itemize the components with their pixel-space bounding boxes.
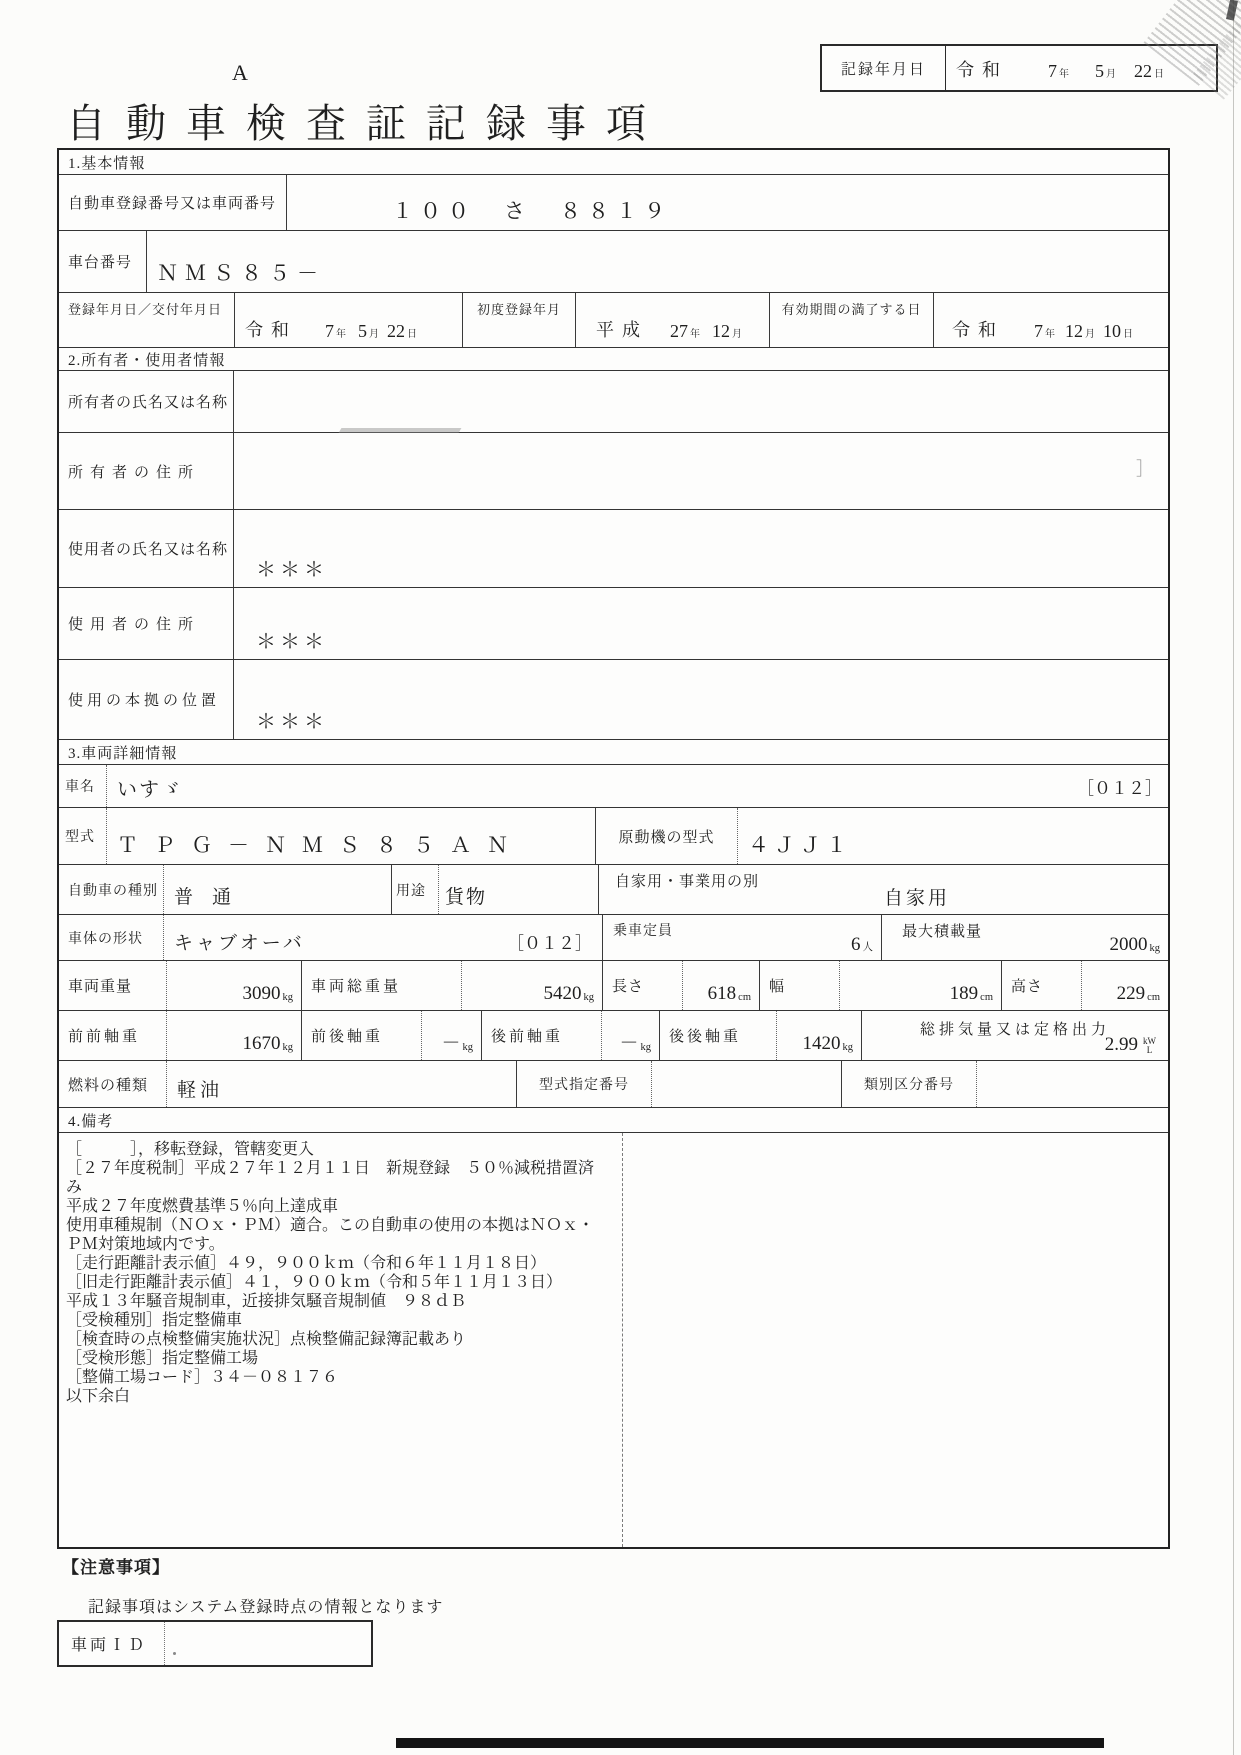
remark-line: ［２７年度税制］平成２７年１２月１１日 新規登録 ５０％減税措置済み [66,1160,595,1196]
engine-model-value [738,808,1168,864]
first-reg-month-unit: 月 [732,329,742,340]
scan-bottom-bar-artifact [396,1738,1104,1748]
scan-line-smudge-artifact [339,428,462,433]
height-number: 229 [1116,983,1146,1004]
width-unit: cm [980,992,993,1003]
expiry-day-unit: 日 [1123,329,1133,340]
row-body-capacity-payload [59,914,1168,960]
first-reg-label: 初度登録年月 [463,293,576,347]
expiry-month: 12 [1065,321,1083,341]
base-location-value [234,660,1168,739]
row-vehicle-name [59,764,1168,807]
row-axle-weights [59,1010,1168,1060]
reg-date-year-unit: 年 [336,329,346,340]
remark-line: ［旧走行距離計表示値］４１，９００ｋｍ（令和５年１１月１３日） [66,1274,563,1291]
remark-line: ［受検種別］指定整備車 [66,1312,243,1329]
length-label: 長さ [603,961,683,1010]
weight-unit: kg [282,992,293,1003]
axle-rf-unit: kg [640,1042,651,1053]
row-user-address [59,587,1168,659]
page-title: 自動車検査証記録事項 [66,101,666,146]
model-label: 型式 [59,808,107,864]
owner-address-label: 所有者の住所 [59,433,234,509]
payload-value [1110,934,1161,956]
weight-value [167,961,302,1010]
vehicle-name-code: ［０１２］ [1077,779,1162,798]
reg-date-day-unit: 日 [407,329,417,340]
row-chassis-number [59,230,1168,292]
reg-date-label: 登録年月日／交付年月日 [59,293,235,347]
record-date-year-unit: 年 [1059,69,1069,80]
vehicle-id-dot-artifact [173,1652,176,1655]
remark-line: 以下余白 [66,1388,131,1405]
axle-ff-label: 前前軸重 [59,1011,167,1060]
owner-name-label: 所有者の氏名又は名称 [59,371,234,432]
expiry-label: 有効期間の満了する日 [770,293,934,347]
gross-weight-label: 車両総重量 [302,961,462,1010]
capacity-number: 6 [851,934,861,955]
user-address-text: ＊＊＊ [256,631,328,653]
expiry-value [934,293,1168,347]
expiry-year-unit: 年 [1045,329,1055,340]
user-name-text: ＊＊＊ [256,559,328,581]
vehicle-id-label: 車両ＩＤ [59,1622,165,1665]
fuel-label: 燃料の種類 [59,1061,167,1107]
remark-line: ［検査時の点検整備実施状況］点検整備記録簿記載あり [66,1331,467,1348]
user-name-label: 使用者の氏名又は名称 [59,510,234,587]
displacement-unit-top: kW [1143,1036,1156,1046]
body-shape-label: 車体の形状 [59,915,164,960]
row-registration-number [59,174,1168,230]
model-text: ＴＰＧ－ＮＭＳ８５ＡＮ [117,833,524,857]
payload-label: 最大積載量 [902,924,983,940]
fuel-text: 軽油 [177,1080,224,1101]
row-fuel-type-class [59,1060,1168,1107]
row-owner-name [59,370,1168,432]
section-1-header: 1.基本情報 [68,155,146,172]
body-shape-text: キャブオーバ [174,933,305,954]
expiry-day: 10 [1103,321,1121,341]
row-category-use [59,864,1168,914]
payload-number: 2000 [1109,934,1148,955]
user-address-value [234,588,1168,659]
reg-date-day: 22 [387,321,405,341]
row-owner-address [59,432,1168,509]
first-reg-era: 平成 [596,320,648,340]
page-label-a: A [232,60,248,85]
remark-line: ［ ］，移転登録，管轄変更入 [66,1141,315,1158]
ownership-cell [599,865,1168,914]
use-text: 貨物 [445,887,488,908]
record-date-month: 5 [1095,61,1104,81]
remark-line: 使用車種規制（ＮＯｘ・ＰＭ）適合。この自動車の使用の本拠はＮＯｘ・ＰＭ対策地域内です。 [66,1217,595,1253]
record-date-month-unit: 月 [1106,69,1116,80]
record-date-label: 記録年月日 [822,46,946,90]
axle-fr-unit: kg [462,1042,473,1053]
record-date-day: 22 [1134,61,1152,81]
displacement-unit-bottom: L [1146,1045,1153,1055]
displacement-value [1105,1034,1156,1056]
row-base-location [59,659,1168,739]
section-4-header: 4.備考 [59,1107,1168,1132]
type-designation-label: 型式指定番号 [517,1061,652,1107]
expiry-month-unit: 月 [1085,329,1095,340]
remark-line: ［走行距離計表示値］４９，９００ｋｍ（令和６年１１月１８日） [66,1255,547,1272]
remark-line: 平成２７年度燃費基準５％向上達成車 [66,1198,339,1215]
axle-rr-value [777,1011,862,1060]
height-label: 高さ [1002,961,1082,1010]
displacement-unit [1143,1037,1156,1056]
scan-right-edge-artifact [1233,0,1234,1755]
displacement-number: 2.99 [1104,1034,1138,1055]
row-user-name [59,509,1168,587]
category-value [164,865,392,914]
body-shape-value [164,915,603,960]
capacity-cell [603,915,882,960]
record-date-year: 7 [1048,61,1057,81]
axle-rf-value [602,1011,660,1060]
width-label: 幅 [760,961,840,1010]
length-number: 618 [707,983,737,1004]
notice-title: 【注意事項】 [62,1558,170,1577]
gross-weight-number: 5420 [543,983,582,1004]
remarks-box [59,1132,1168,1547]
type-designation-value [652,1061,842,1107]
weight-label: 車両重量 [59,961,167,1010]
reg-date-month: 5 [358,321,367,341]
vehicle-name-text: いすゞ [117,779,183,801]
displacement-label: 総排気量又は定格出力 [919,1022,1110,1038]
category-label: 自動車の種別 [59,865,164,914]
axle-fr-value [422,1011,482,1060]
remark-line: ［整備工場コード］３４－０８１７６ [66,1369,339,1386]
vehicle-id-box [57,1620,373,1667]
section-2-header: 2.所有者・使用者情報 [59,347,1168,370]
engine-model-text: ４ＪＪ１ [748,833,852,857]
height-unit: cm [1147,992,1160,1003]
record-date-era: 令和 [956,60,1008,80]
owner-name-value [234,371,1168,432]
length-unit: cm [738,992,751,1003]
use-value [439,865,599,914]
model-value [107,808,596,864]
gross-weight-value [462,961,603,1010]
gross-weight-unit: kg [583,992,594,1003]
axle-rf-label: 後前軸重 [482,1011,602,1060]
engine-model-label: 原動機の型式 [596,808,738,864]
category-text: 普 通 [174,887,232,908]
ownership-label: 自家用・事業用の別 [615,874,760,890]
chassis-value [147,231,1168,292]
axle-ff-value [167,1011,302,1060]
user-name-value [234,510,1168,587]
remark-line: 平成１３年騒音規制車，近接排気騒音規制値 ９８ｄＢ [66,1293,467,1310]
row-weights-dimensions [59,960,1168,1010]
notice-text: 記録事項はシステム登録時点の情報となります [88,1599,444,1616]
axle-rr-label: 後後軸重 [660,1011,777,1060]
body-shape-code: ［０１２］ [507,934,592,953]
section-3-header: 3.車両詳細情報 [59,739,1168,764]
payload-cell [882,915,1168,960]
axle-fr-number: － [441,1033,461,1054]
main-table [57,148,1170,1549]
vehicle-name-label: 車名 [59,765,107,807]
remarks-text [66,1140,594,1406]
axle-rr-unit: kg [842,1042,853,1053]
reg-date-value [235,293,463,347]
reg-date-era: 令和 [245,320,297,340]
user-address-label: 使用者の住所 [59,588,234,659]
reg-number-text: １００ さ ８８１９ [392,199,672,223]
first-reg-month: 12 [712,321,730,341]
reg-date-month-unit: 月 [369,329,379,340]
fuel-value [167,1061,517,1107]
base-location-text: ＊＊＊ [256,711,328,733]
chassis-text: ＮＭＳ８５－ [157,261,325,285]
use-label: 用途 [392,865,439,914]
class-number-value [977,1061,1168,1107]
first-reg-year: 27 [670,321,688,341]
axle-rr-number: 1420 [802,1033,841,1054]
width-value [840,961,1002,1010]
axle-ff-unit: kg [282,1042,293,1053]
width-number: 189 [949,983,979,1004]
ownership-value: 自家用 [884,888,951,909]
remark-line: ［受検形態］指定整備工場 [66,1350,259,1367]
capacity-label: 乗車定員 [613,924,673,939]
remarks-divider [622,1133,623,1547]
vehicle-id-value [165,1622,371,1665]
class-number-label: 類別区分番号 [842,1061,977,1107]
record-date-day-unit: 日 [1154,69,1164,80]
row-dates [59,292,1168,347]
axle-rf-number: － [619,1033,639,1054]
capacity-value [851,934,873,956]
height-value [1082,961,1168,1010]
reg-number-label: 自動車登録番号又は車両番号 [59,175,287,230]
owner-address-value [234,433,1168,509]
axle-ff-number: 1670 [242,1033,281,1054]
reg-date-year: 7 [325,321,334,341]
first-reg-value [576,293,770,347]
vehicle-name-value [107,765,1168,807]
expiry-era: 令和 [952,320,1004,340]
reg-number-value [287,175,1168,230]
payload-unit: kg [1149,943,1160,954]
scan-bracket-artifact: ］ [1136,459,1154,479]
weight-number: 3090 [242,983,281,1004]
length-value [683,961,760,1010]
chassis-label: 車台番号 [59,231,147,292]
axle-fr-label: 前後軸重 [302,1011,422,1060]
base-location-label: 使用の本拠の位置 [59,660,234,739]
first-reg-year-unit: 年 [690,329,700,340]
displacement-cell [862,1011,1168,1060]
capacity-unit: 人 [862,942,873,953]
row-model [59,807,1168,864]
expiry-year: 7 [1034,321,1043,341]
